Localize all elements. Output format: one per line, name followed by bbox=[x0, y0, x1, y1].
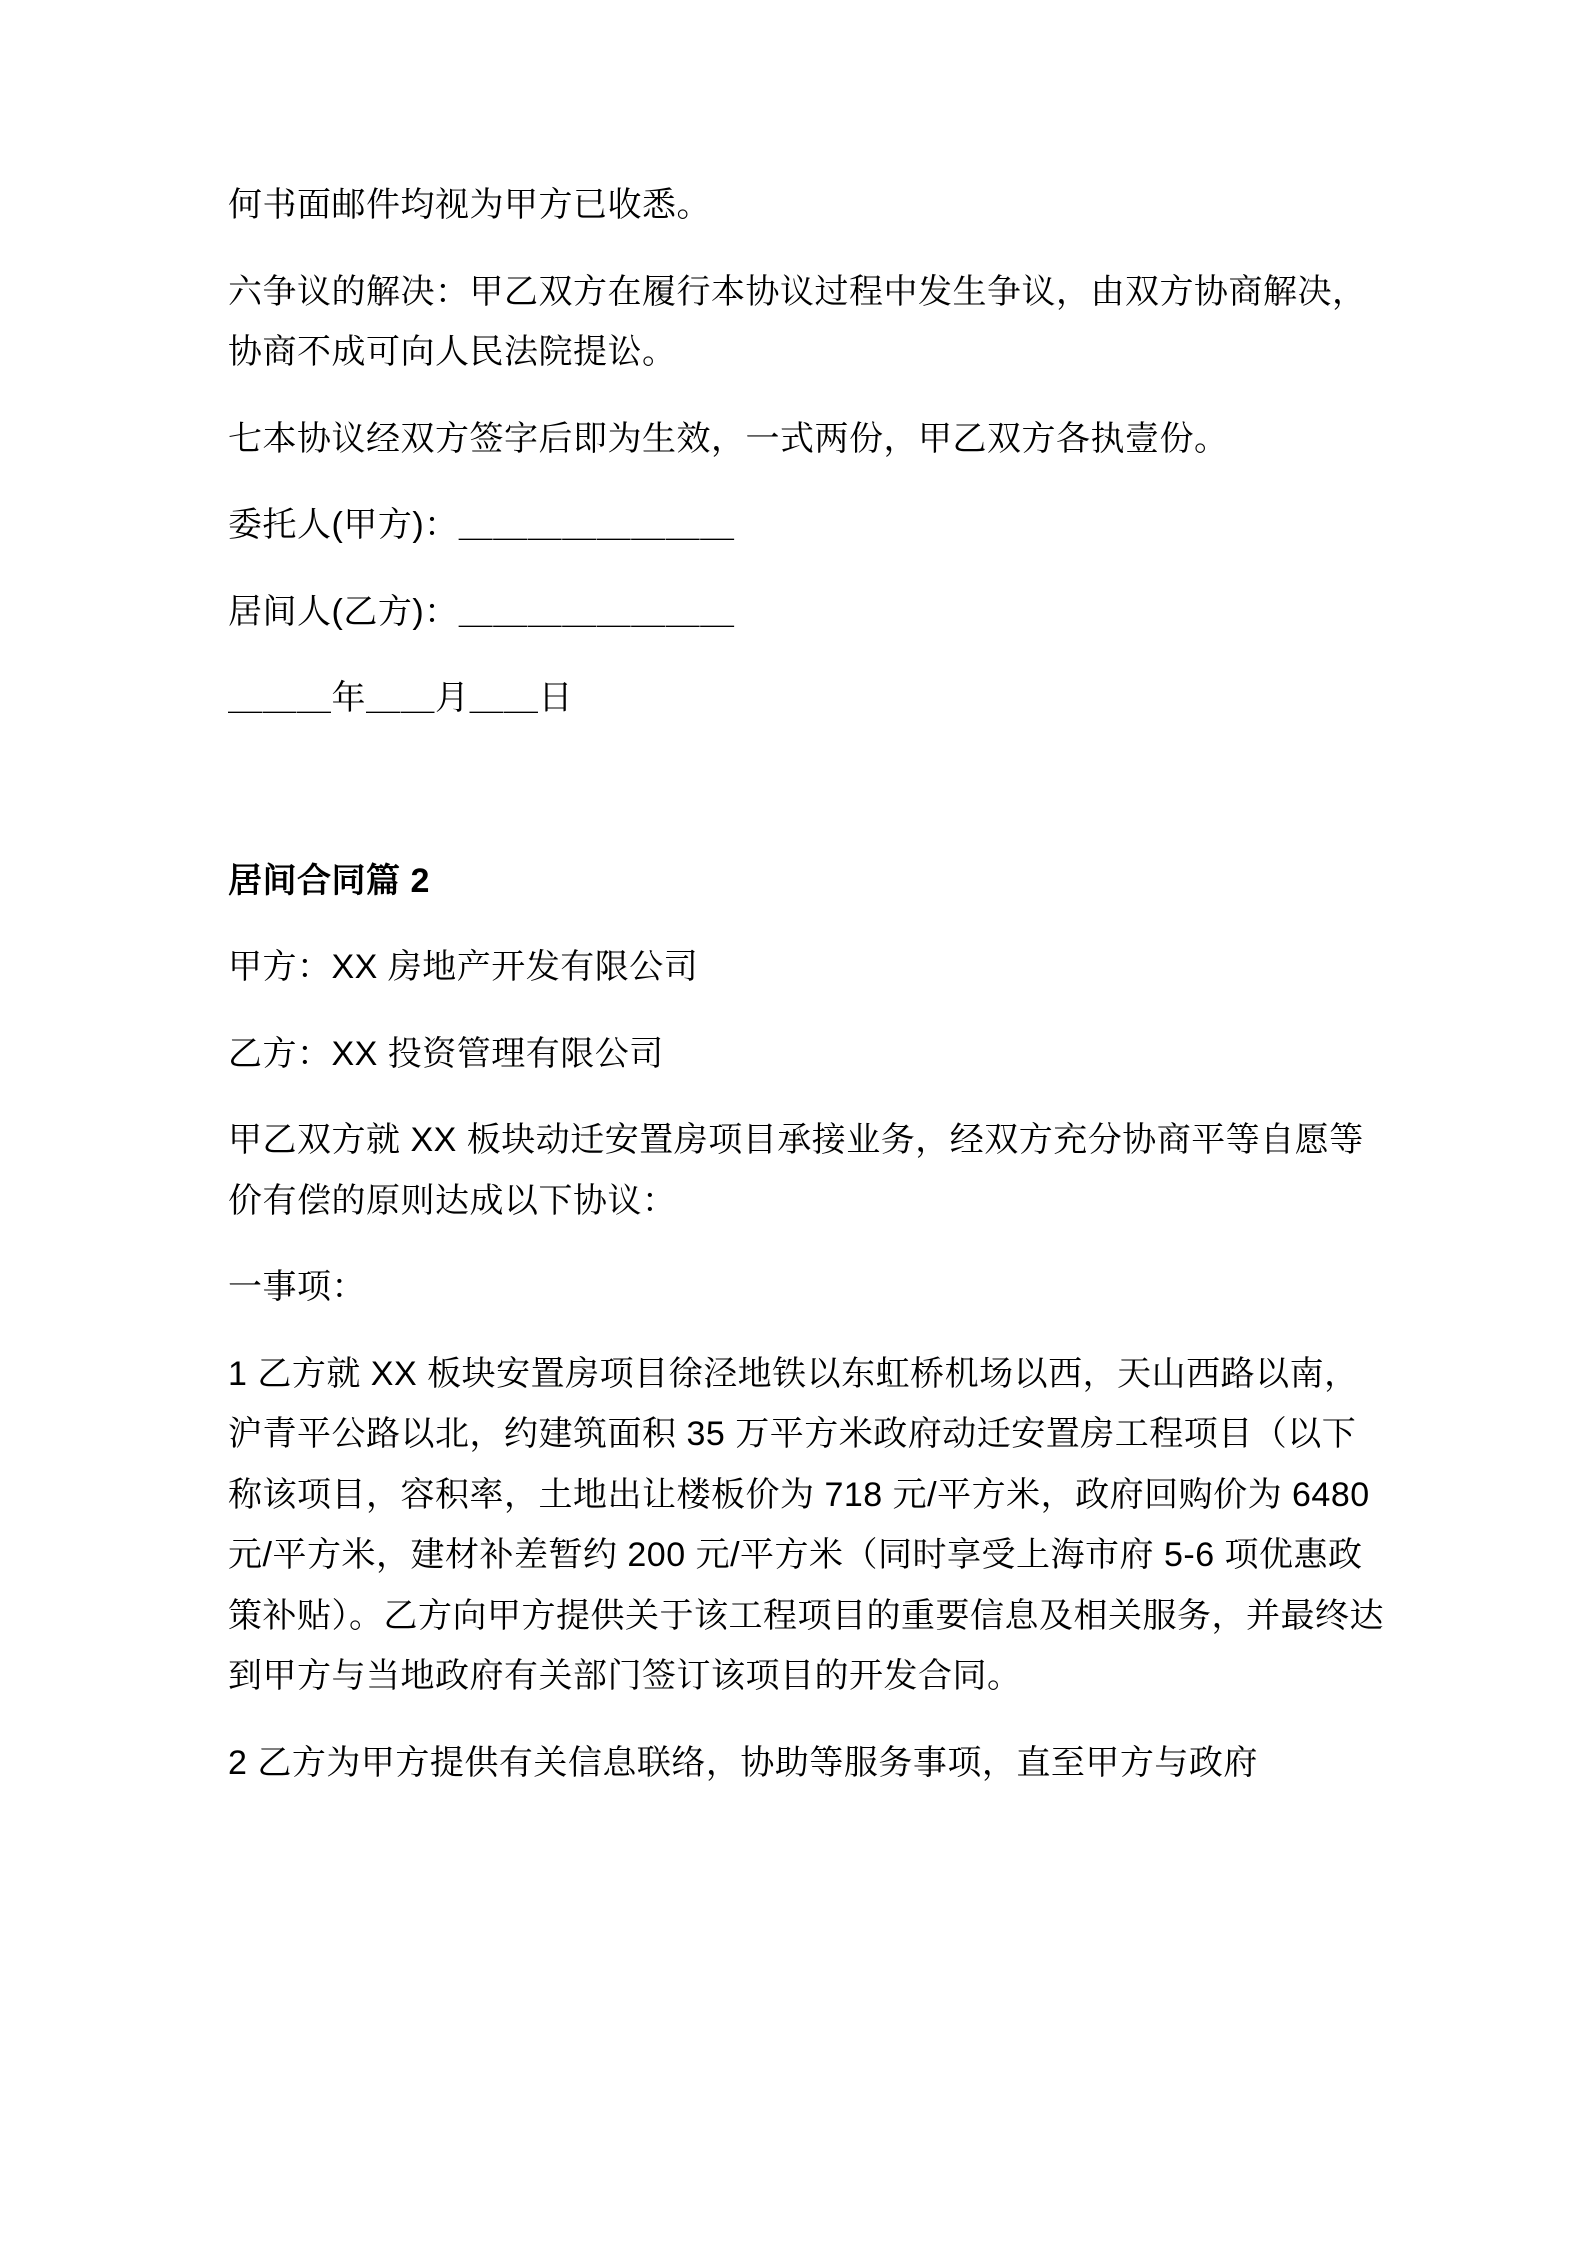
section-spacer bbox=[228, 755, 1386, 851]
section-heading-contract-2: 居间合同篇 2 bbox=[228, 861, 430, 900]
clause-item-2: 2 乙方为甲方提供有关信息联络，协助等服务事项，直至甲方与政府 bbox=[228, 1743, 1258, 1782]
party-a-line: 甲方：XX 房地产开发有限公司 bbox=[228, 948, 699, 987]
paragraph-clause-six: 六争议的解决：甲乙双方在履行本协议过程中发生争议，由双方协商解决，协商不成可向人民法院提讼。 bbox=[228, 272, 1367, 372]
paragraph-continued-text: 何书面邮件均视为甲方已收悉。 bbox=[228, 186, 711, 224]
paragraph-clause-seven: 七本协议经双方签字后即为生效，一式两份，甲乙双方各执壹份。 bbox=[228, 419, 1229, 458]
signature-date-line: ＿＿＿年＿＿月＿＿日 bbox=[228, 679, 573, 718]
clause-heading-items: 一事项： bbox=[228, 1268, 366, 1307]
clause-item-1: 1 乙方就 XX 板块安置房项目徐泾地铁以东虹桥机场以西，天山西路以南，沪青平公路以北，约建筑面积 35 万平方米政府动迁安置房工程项目（以下称该项目，容积率，土地出让楼板价为 718 元/平方米，政府回购价为 6480 元/平方米，建材补差暂约 200 元/平方米（同时享受上海市府 5-6 项优惠政策补贴）。乙方向甲方提供关于该工程项目的重要信息及相关服务，并最终达到甲方与当地政府有关部门签订该项目的开发合同。 bbox=[228, 1354, 1384, 1696]
party-b-line: 乙方：XX 投资管理有限公司 bbox=[228, 1034, 664, 1073]
signature-line-party-b: 居间人(乙方)：＿＿＿＿＿＿＿＿ bbox=[228, 592, 735, 631]
signature-line-party-a: 委托人(甲方)：＿＿＿＿＿＿＿＿ bbox=[228, 506, 735, 545]
preamble-paragraph: 甲乙双方就 XX 板块动迁安置房项目承接业务，经双方充分协商平等自愿等价有偿的原则达成以下协议： bbox=[228, 1121, 1364, 1220]
contract-body bbox=[228, 937, 1386, 1793]
